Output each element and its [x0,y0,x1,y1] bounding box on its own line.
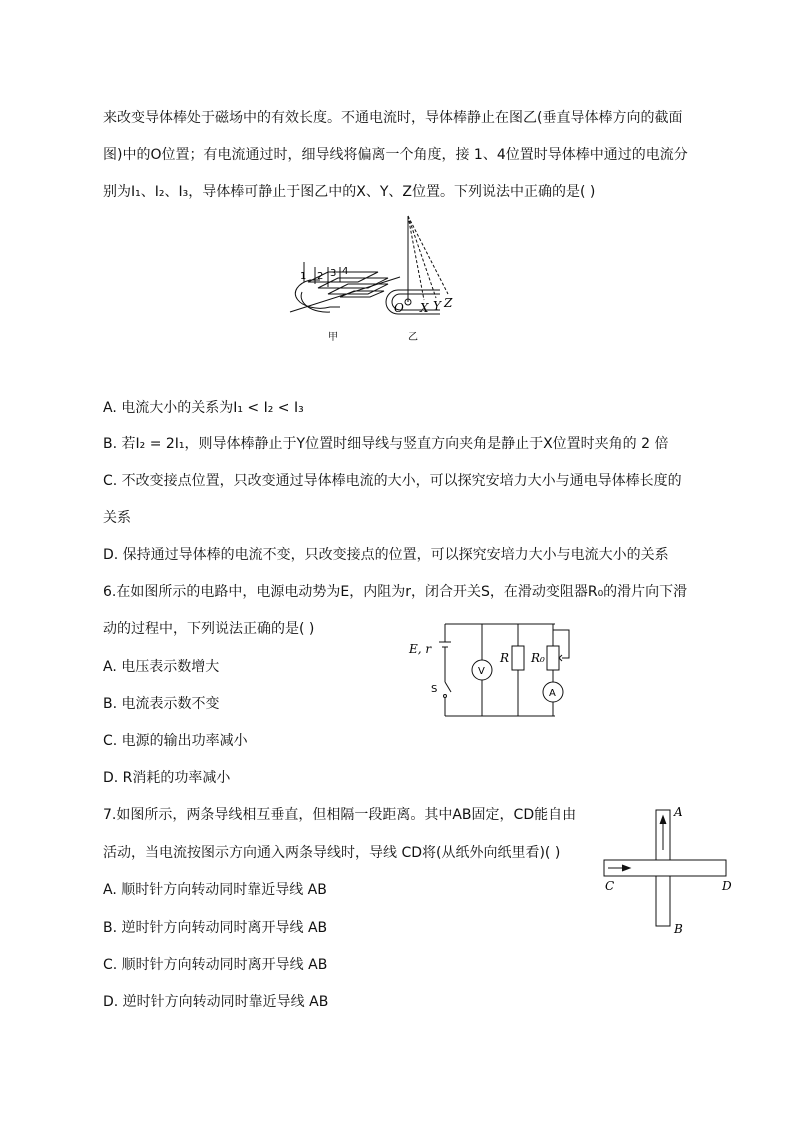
contact-label-4: 4 [342,266,349,277]
wire-end-d: D [722,879,732,893]
q5-option-b: B. 若I₂ = 2I₁，则导体棒静止于Y位置时细导线与竖直方向夹角是静止于X位置时夹角的 2 倍 [103,436,669,452]
q6-circuit-diagram [405,620,585,720]
contact-label-1: 1 [300,271,307,282]
q7-wires-figure [600,800,740,940]
q5-stem-line-1: 来改变导体棒处于磁场中的有效长度。不通电流时，导体棒静止在图乙(垂直导体棒方向的截面 [103,110,683,126]
resistor-label: R [500,651,510,665]
q5-figure [280,212,470,347]
position-o-label: O [394,301,404,315]
contact-label-3: 3 [330,268,337,279]
ammeter-label: A [549,688,556,699]
q6-option-b: B. 电流表示数不变 [103,696,220,712]
q5-option-a: A. 电流大小的关系为I₁ < I₂ < I₃ [103,400,304,416]
position-x-label: X [420,301,429,315]
position-z-label: Z [444,296,453,310]
rheostat-label: R₀ [531,651,545,665]
q7-option-a: A. 顺时针方向转动同时靠近导线 AB [103,882,327,898]
q5-option-c: C. 不改变接点位置，只改变通过导体棒电流的大小，可以探究安培力大小与通电导体棒长度的 [103,473,682,489]
circuit-switch-label: S [431,684,438,695]
circuit-source-label: E, r [409,642,432,656]
position-y-label: Y [433,299,441,313]
q7-stem-line-2: 活动，当电流按图示方向通入两条导线时，导线 CD将(从纸外向纸里看)( ) [103,845,561,861]
contact-label-2: 2 [317,271,324,282]
wire-end-b: B [674,922,683,936]
q5-stem-line-3: 别为I₁、I₂、I₃，导体棒可静止于图乙中的X、Y、Z位置。下列说法中正确的是( ) [103,184,596,200]
q5-option-c-cont: 关系 [103,510,131,526]
q6-stem-line-1: 6.在如图所示的电路中，电源电动势为E，内阻为r，闭合开关S，在滑动变阻器R₀的滑片向下滑 [103,584,688,600]
caption-yi: 乙 [408,332,418,343]
wire-end-a: A [674,805,683,819]
q5-option-d: D. 保持通过导体棒的电流不变，只改变接点的位置，可以探究安培力大小与电流大小的关系 [103,547,669,563]
q6-option-d: D. R消耗的功率减小 [103,770,231,786]
q6-option-c: C. 电源的输出功率减小 [103,733,248,749]
voltmeter-label: V [478,666,485,677]
q5-stem-line-2: 图)中的O位置；有电流通过时，细导线将偏离一个角度，接 1、4位置时导体棒中通过的电流分 [103,147,688,163]
q7-option-d: D. 逆时针方向转动同时靠近导线 AB [103,994,329,1010]
caption-jia: 甲 [328,332,338,343]
q7-stem-line-1: 7.如图所示，两条导线相互垂直，但相隔一段距离。其中AB固定，CD能自由 [103,807,577,823]
q7-option-b: B. 逆时针方向转动同时离开导线 AB [103,920,328,936]
q6-option-a: A. 电压表示数增大 [103,659,220,675]
q7-option-c: C. 顺时针方向转动同时离开导线 AB [103,957,328,973]
q6-stem-line-2: 动的过程中，下列说法正确的是( ) [103,621,315,637]
wire-end-c: C [605,879,615,893]
